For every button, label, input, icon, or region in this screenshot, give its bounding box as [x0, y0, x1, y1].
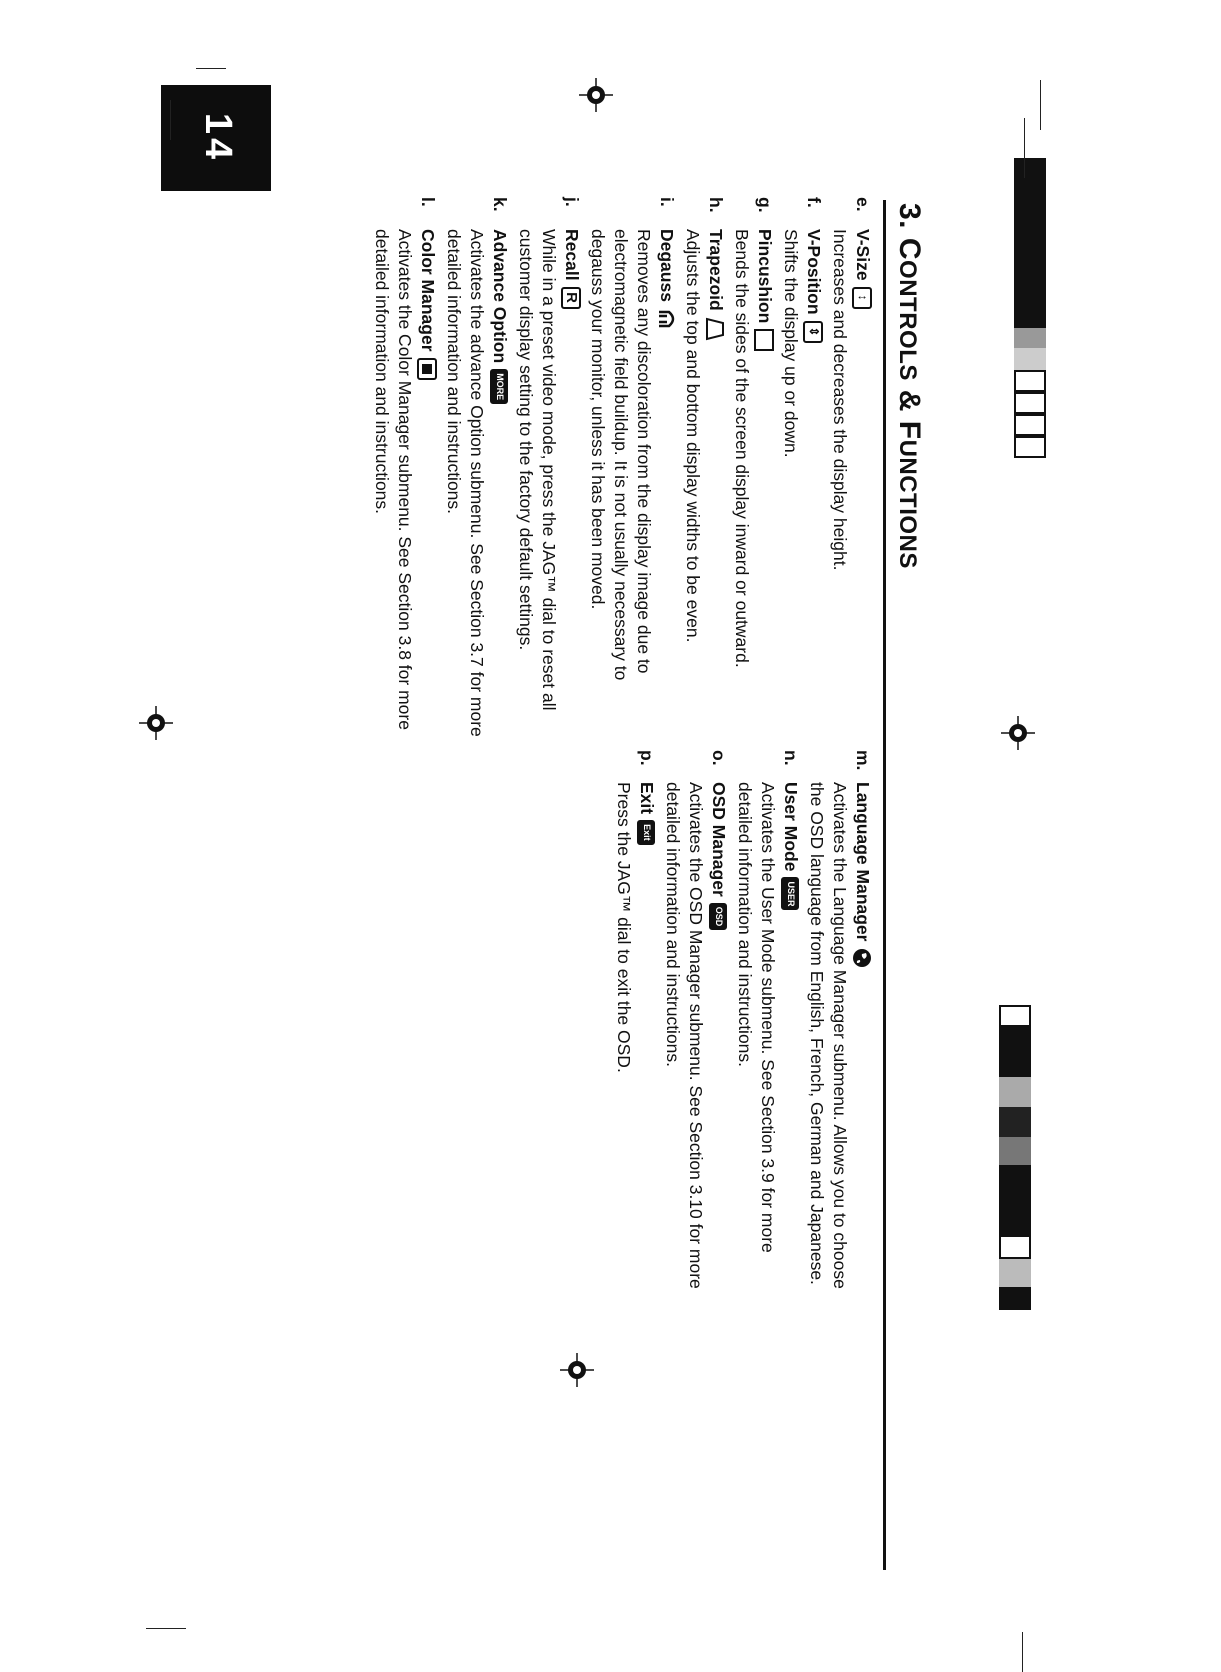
- exit-icon: Exit: [638, 820, 656, 845]
- registration-mark-icon: [139, 706, 173, 740]
- recall-icon: R: [562, 287, 582, 309]
- page-number: 14: [197, 112, 239, 164]
- color-bar-left: [1014, 158, 1046, 458]
- heading-rule: [883, 200, 886, 1570]
- list-item: o. OSD Manager OSD Activates the OSD Manager submenu. See Section 3.10 for more detailed information and instructions.: [663, 750, 729, 1289]
- color-bar-right: [999, 1005, 1031, 1310]
- list-item: f. V-Position ⇕ Shifts the display up or down.: [781, 197, 824, 458]
- registration-mark-icon: [1001, 716, 1035, 750]
- degauss-icon: [656, 308, 678, 330]
- crop-mark: [170, 100, 171, 140]
- v-size-icon: ↕: [853, 287, 873, 309]
- list-item: h. Trapezoid Adjusts the top and bottom display widths to be even.: [683, 197, 726, 643]
- list-item: l. Color Manager Activates the Color Manager submenu. See Section 3.8 for more detailed information and instructions.: [372, 197, 438, 730]
- section-heading: 3. CONTROLS & FUNCTIONS: [893, 203, 926, 569]
- crop-mark: [1022, 1632, 1023, 1672]
- v-position-icon: ⇕: [804, 321, 824, 343]
- list-item: k. Advance Option MORE Activates the advance Option submenu. See Section 3.7 for more detailed information and instructions.: [444, 197, 510, 737]
- list-item: e. V-Size ↕ Increases and decreases the display height.: [830, 197, 873, 571]
- user-icon: USER: [782, 877, 800, 910]
- list-item: g. Pincushion Bends the sides of the screen display inward or outward.: [732, 197, 775, 668]
- osd-icon: OSD: [710, 903, 728, 931]
- crop-mark: [196, 68, 226, 69]
- column-right: [609, 750, 874, 1295]
- list-item: p. Exit Exit Press the JAG™ dial to exit the OSD.: [614, 750, 657, 1073]
- list-item: n. User Mode USER Activates the User Mode submenu. See Section 3.9 for more detailed information and instructions.: [735, 750, 801, 1253]
- globe-icon: [852, 947, 874, 969]
- list-item: i. Degauss Removes any discoloration from the display image due to electromagnetic field buildup. It is not usually necessary to degauss your monitor, unless it has been moved.: [588, 197, 677, 681]
- page-number-tab: [161, 85, 271, 191]
- column-left: [367, 197, 874, 737]
- more-icon: MORE: [491, 369, 509, 404]
- registration-mark-icon: [560, 1353, 594, 1387]
- crop-mark: [1040, 80, 1041, 130]
- list-item: m. Language Manager Activates the Language Manager submenu. Allows you to choose the OSD language from English, French, German and Japanese.: [807, 750, 873, 1289]
- registration-mark-icon: [579, 78, 613, 112]
- color-manager-icon: [418, 358, 438, 380]
- crop-mark: [1024, 118, 1025, 178]
- crop-mark: [146, 1628, 186, 1629]
- list-item: j. Recall R While in a preset video mode, press the JAG™ dial to reset all customer display setting to the factory default settings.: [516, 197, 582, 711]
- trapezoid-icon: [706, 317, 726, 341]
- pincushion-icon: [755, 329, 775, 351]
